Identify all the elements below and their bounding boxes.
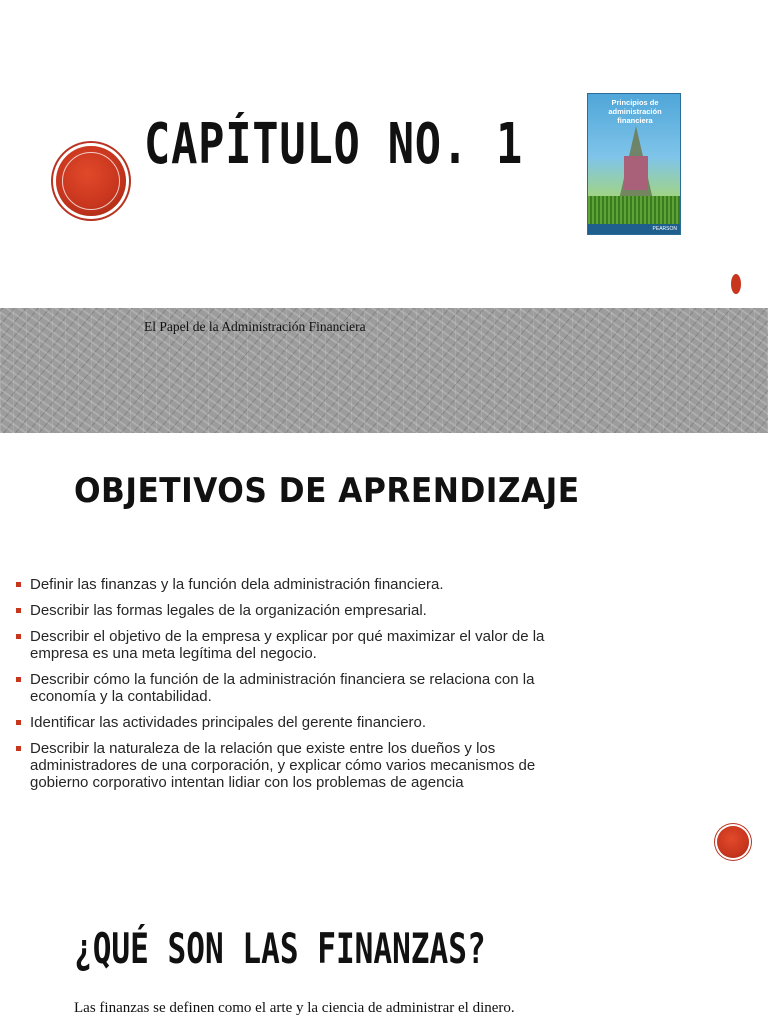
book-money-graphic xyxy=(624,156,648,190)
list-item xyxy=(16,602,576,619)
objective-text: Describir el objetivo de la empresa y explicar por qué maximizar el valor de la empresa es una meta legítima del negocio. xyxy=(30,628,545,662)
book-title-line2: administración financiera xyxy=(608,107,662,125)
list-item xyxy=(16,740,576,791)
slide-objectives xyxy=(0,433,768,888)
finanzas-definition: Las finanzas se definen como el arte y la ciencia de administrar el dinero. xyxy=(74,1000,515,1016)
slide-title xyxy=(0,0,768,433)
objective-text: Identificar las actividades principales del gerente financiero. xyxy=(30,714,427,731)
chapter-subtitle: El Papel de la Administración Financiera xyxy=(144,319,366,334)
texture-band xyxy=(0,308,768,433)
chapter-title: CAPÍTULO NO. 1 xyxy=(144,112,524,177)
objectives-list xyxy=(16,576,576,800)
red-circle-decoration xyxy=(717,826,749,858)
objective-text: Describir cómo la función de la administración financiera se relaciona con la economía y la contabilidad. xyxy=(30,671,535,705)
objective-text: Definir las finanzas y la función dela administración financiera. xyxy=(30,576,444,593)
book-grass-graphic xyxy=(588,196,680,224)
book-cover-image xyxy=(587,93,681,235)
list-item xyxy=(16,714,576,731)
list-item xyxy=(16,576,576,593)
bullet-icon xyxy=(16,634,21,639)
bullet-icon xyxy=(16,582,21,587)
objective-text: Describir las formas legales de la organización empresarial. xyxy=(30,602,427,619)
list-item xyxy=(16,671,576,705)
book-title-line1: Principios de xyxy=(611,98,659,107)
slide-finanzas xyxy=(0,888,768,1024)
objective-text: Describir la naturaleza de la relación que existe entre los dueños y los administradores de una corporación, y explicar cómo varios mecanismos de gobierno corporativo intentan lidiar con los problemas de agencia xyxy=(30,740,536,791)
book-publisher: PEARSON xyxy=(588,224,680,234)
bullet-icon xyxy=(16,720,21,725)
bullet-icon xyxy=(16,677,21,682)
bullet-icon xyxy=(16,746,21,751)
finanzas-title: ¿QUÉ SON LAS FINANZAS? xyxy=(74,924,486,973)
objectives-title: OBJETIVOS DE APRENDIZAJE xyxy=(74,471,580,511)
red-dot-decoration xyxy=(731,274,741,294)
list-item xyxy=(16,628,576,662)
red-circle-ring xyxy=(62,152,120,210)
book-cover-title xyxy=(592,98,678,125)
bullet-icon xyxy=(16,608,21,613)
